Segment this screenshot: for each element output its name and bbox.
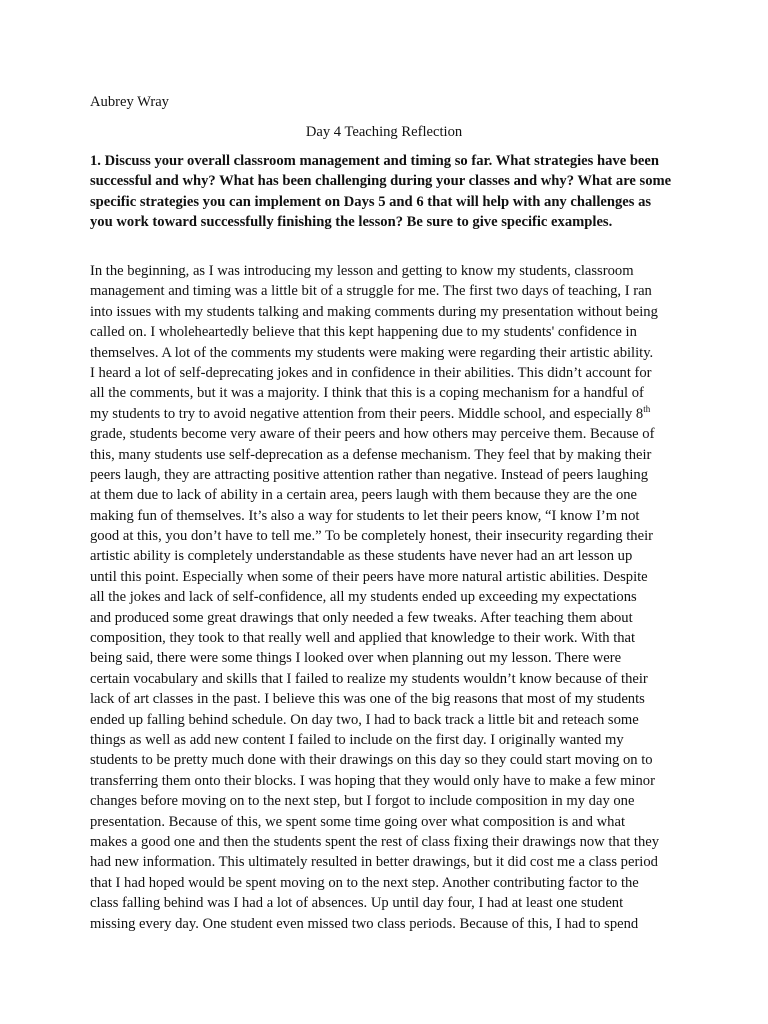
reflection-prompt: 1. Discuss your overall classroom management and timing so far. What strategies have been successful and why? What has been challenging during your classes and why? What are some specific strategies you can implement on Days 5 and 6 that will help with any challenges as you work toward successfully finishing the lesson? Be sure to give specific examples. (90, 153, 672, 230)
body-line: presentation. Because of this, we spent some time going over what composition is and what (90, 813, 625, 830)
body-line: and produced some great drawings that only needed a few tweaks. After teaching them about (90, 609, 633, 626)
body-line: artistic ability is completely understandable as these students have never had an art lesson up (90, 548, 633, 565)
body-line: things as well as add new content I failed to include on the first day. I originally wanted my (90, 731, 624, 748)
body-line: transferring them onto their blocks. I was hoping that they would only have to make a few minor (90, 772, 655, 789)
body-line: into issues with my students talking and making comments during my presentation without being (90, 303, 658, 320)
body-line: all the jokes and lack of self-confidence, all my students ended up exceeding my expectations (90, 589, 637, 606)
body-line: class falling behind was I had a lot of absences. Up until day four, I had at least one student (90, 895, 624, 912)
body-line: until this point. Especially when some of their peers have more natural artistic abilities. Despite (90, 568, 648, 585)
ordinal-superscript: th (643, 403, 651, 414)
body-line: missing every day. One student even missed two class periods. Because of this, I had to spend (90, 915, 639, 932)
body-line: called on. I wholeheartedly believe that this kept happening due to my students' confidence in (90, 324, 637, 341)
body-line: at them due to lack of ability in a certain area, peers laugh with them because they are the one (90, 487, 638, 504)
body-line: changes before moving on to the next step, but I forgot to include composition in my day one (90, 793, 635, 810)
body-line: all the comments, but it was a majority. I think that this is a coping mechanism for a handful of (90, 385, 644, 402)
body-line: I heard a lot of self-deprecating jokes and in confidence in their abilities. This didn’t account for (90, 364, 652, 381)
body-line: certain vocabulary and skills that I failed to realize my students wouldn’t know because of their (90, 670, 648, 687)
body-line: ended up falling behind schedule. On day two, I had to back track a little bit and reteach some (90, 711, 639, 728)
body-line: students to be pretty much done with their drawings on this day so they could start moving on to (90, 752, 653, 769)
reflection-body (90, 261, 690, 934)
document-title: Day 4 Teaching Reflection (305, 124, 463, 140)
body-line: that I had hoped would be spent moving on to the next step. Another contributing factor to the (90, 874, 639, 891)
body-line: being said, there were some things I looked over when planning out my lesson. There were (90, 650, 622, 667)
body-line: composition, they took to that really well and applied that knowledge to their work. With that (90, 630, 636, 647)
body-line: In the beginning, as I was introducing my lesson and getting to know my students, classroom (90, 263, 634, 279)
body-line: my students to try to avoid negative attention from their peers. Middle school, and especially 8th (90, 403, 651, 422)
body-line: making fun of themselves. It’s also a way for students to let their peers know, “I know I’m not (90, 507, 640, 524)
body-line: management and timing was a little bit of a struggle for me. The first two days of teaching, I ran (90, 283, 652, 300)
body-line: makes a good one and then the students spent the rest of class fixing their drawings now that they (90, 833, 660, 850)
body-line: good at this, you don’t have to tell me.” To be completely honest, their insecurity regarding their (90, 528, 653, 545)
body-line: peers laugh, they are attracting positive attention rather than negative. Instead of peers laughing (90, 466, 649, 483)
body-line: this, many students use self-deprecation as a defense mechanism. They feel that by making their (90, 446, 652, 463)
body-line: grade, students become very aware of their peers and how others may perceive them. Because of (90, 426, 655, 443)
body-line: themselves. A lot of the comments my students were making were regarding their artistic ability. (90, 344, 654, 361)
body-line: had new information. This ultimately resulted in better drawings, but it did cost me a class period (90, 854, 658, 871)
author-name: Aubrey Wray (90, 94, 169, 110)
body-line: lack of art classes in the past. I believe this was one of the big reasons that most of my students (90, 691, 645, 708)
